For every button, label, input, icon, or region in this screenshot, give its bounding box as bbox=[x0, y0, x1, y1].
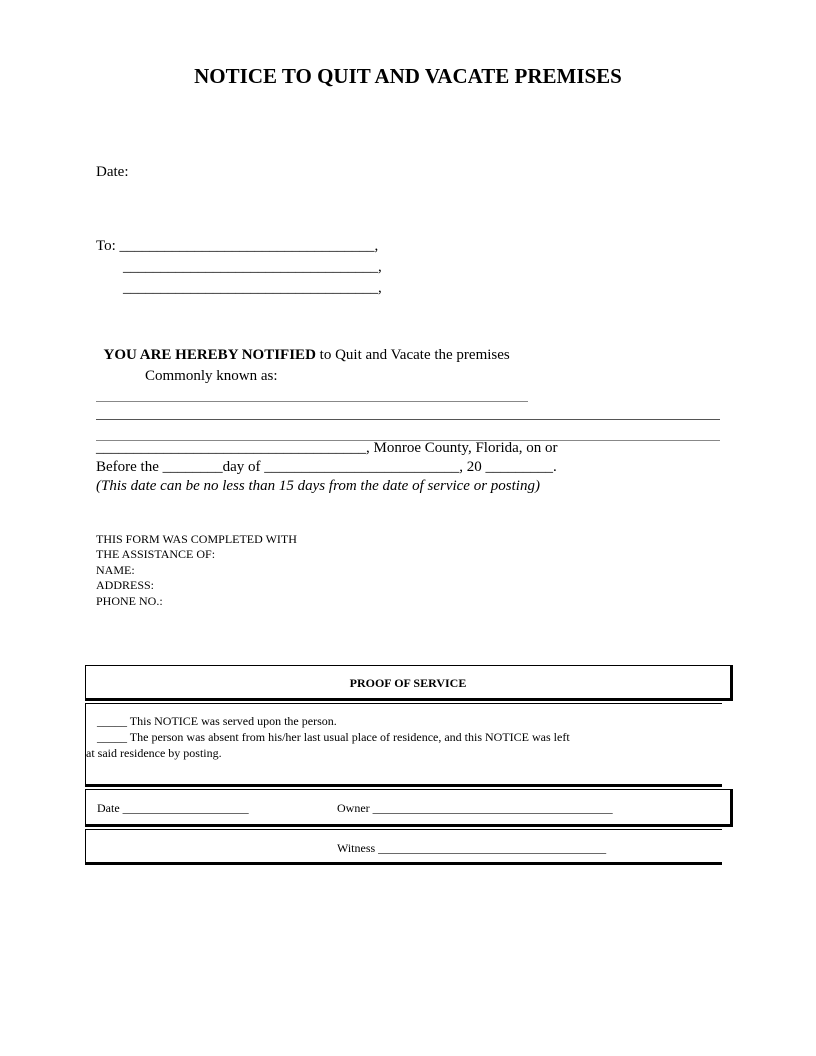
notice-statement bbox=[96, 330, 510, 364]
assistance-line-2: THE ASSISTANCE OF: bbox=[96, 547, 216, 561]
to-line-1[interactable]: To: __________________________________, bbox=[96, 238, 379, 254]
assistance-address: ADDRESS: bbox=[96, 578, 155, 592]
to-line-2[interactable]: __________________________________, bbox=[123, 259, 382, 275]
notice-bold: YOU ARE HEREBY NOTIFIED bbox=[103, 347, 316, 363]
address-line-1[interactable] bbox=[96, 401, 528, 402]
county-line[interactable]: ____________________________________, Monroe County, Florida, on or bbox=[96, 440, 558, 456]
date-note: (This date can be no less than 15 days from the date of service or posting) bbox=[96, 478, 540, 494]
proof-witness-box bbox=[85, 829, 722, 865]
address-line-2[interactable] bbox=[96, 419, 720, 420]
proof-options-box bbox=[85, 703, 722, 787]
date-label: Date: bbox=[96, 164, 129, 180]
proof-header-box bbox=[85, 665, 733, 701]
notice-rest: to Quit and Vacate the premises bbox=[315, 347, 510, 363]
proof-date-owner-box bbox=[85, 789, 733, 827]
proof-option-posted-cont: at said residence by posting. bbox=[86, 746, 222, 760]
assistance-name: NAME: bbox=[96, 563, 135, 577]
assistance-phone: PHONE NO.: bbox=[96, 594, 163, 608]
before-date-line[interactable]: Before the ________day of __________________________, 20 _________. bbox=[96, 459, 557, 475]
proof-header: PROOF OF SERVICE bbox=[349, 676, 467, 690]
to-line-3[interactable]: __________________________________, bbox=[123, 280, 382, 296]
proof-date-field[interactable]: Date _____________________ bbox=[97, 801, 249, 815]
commonly-known-label: Commonly known as: bbox=[145, 368, 278, 384]
assistance-line-1: THIS FORM WAS COMPLETED WITH bbox=[96, 532, 297, 546]
proof-owner-field[interactable]: Owner ________________________________________ bbox=[337, 801, 613, 815]
page-title: NOTICE TO QUIT AND VACATE PREMISES bbox=[194, 64, 622, 88]
proof-option-served[interactable]: _____ This NOTICE was served upon the person. bbox=[97, 714, 337, 728]
proof-witness-field[interactable]: Witness ______________________________________ bbox=[337, 841, 607, 855]
proof-option-posted[interactable]: _____ The person was absent from his/her last usual place of residence, and this NOTICE was left bbox=[97, 730, 570, 744]
